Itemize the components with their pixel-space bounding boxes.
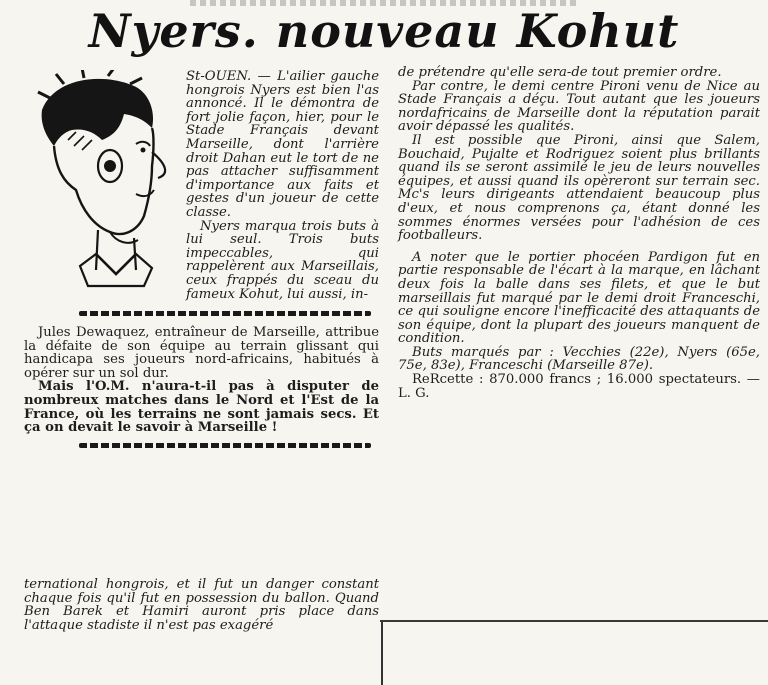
- box-paragraph-2: Mais l'O.M. n'aura-t-il pas à disputer de nombreux matches dans le Nord et l'Est de la France, où les terrains ne sont jamais secs. Et ça on devait le savoir à Marseille !: [24, 379, 379, 436]
- left-column-continuation: [24, 578, 379, 632]
- column-separator: [381, 620, 383, 685]
- continued-paragraph: ternational hongrois, et il fut un danger constant chaque fois qu'il fut en possession du ballon. Quand Ben Barek et Hamiri auront pris place dans l'attaque stadiste il n'est pas exagéré: [24, 577, 379, 633]
- right-column: [398, 66, 760, 400]
- col2-paragraph-5: Buts marqués par : Vecchies (22e), Nyers (65e, 75e, 83e), Franceschi (Marseille 87e).: [398, 344, 760, 374]
- col2-paragraph-2: Par contre, le demi centre Pironi venu de Nice au Stade Français a déçu. Tout autant que les joueurs nordafricains de Marseille dont la réputation parait avoir dépassé les qualités.: [398, 78, 760, 135]
- intro-paragraph-2: Nyers marqua trois buts à lui seul. Trois buts impeccables, qui rappelèrent aux Marseillais, ceux frappés du sceau du fameux Kohut, lui aussi, in-: [186, 218, 379, 302]
- col2-paragraph-1: de prétendre qu'elle sera-de tout premier ordre.: [398, 65, 722, 80]
- player-caricature: [24, 70, 184, 288]
- dewaquez-box: [24, 326, 379, 435]
- intro-paragraph-1: St-OUEN. — L'ailier gauche hongrois Nyers est bien l'as annoncé. Il le démontra de fort jolie façon, hier, pour le Stade Français devant Marseille, dont l'arrière droit Dahan eut le tort de ne pas attacher suffisamment d'importance aux faits et gestes d'un joueur de cette classe.: [186, 69, 379, 220]
- left-column: [24, 70, 379, 458]
- col2-paragraph-3: Il est possible que Pironi, ainsi que Salem, Bouchaid, Pujalte et Rodriguez soient plus brillants quand ils se seront assimilé le jeu de leurs nouvelles équipes, et aussi quand ils opèreront sur terrain sec. Mc's leurs dirigeants attendaient beaucoup plus d'eux, et nous comprenons ça, étant donné les sommes énormes versées pour l'adhésion de ces footballeurs.: [398, 132, 760, 244]
- dashed-divider-top: [79, 311, 371, 316]
- col2-paragraph-4: A noter que le portier phocéen Pardigon fut en partie responsable de l'écart à la marque, en lâchant deux fois la balle dans ses filets, et que le but marseillais fut marqué par le demi droit Franceschi, ce qui souligne encore l'inefficacité des attaquants de son équipe, dont la plupart des joueurs manquent de condition.: [398, 249, 760, 347]
- col2-paragraph-6: ReRcette : 870.000 francs ; 16.000 spectateurs. — L. G.: [398, 372, 760, 401]
- closing-rule: [380, 620, 768, 622]
- article-headline: Nyers. nouveau Kohut: [88, 4, 680, 58]
- dashed-divider-bottom: [79, 443, 371, 448]
- caricature-drawing: [24, 70, 184, 288]
- box-paragraph-1: Jules Dewaquez, entraîneur de Marseille, attribue la défaite de son équipe au terrain glissant qui handicapa ses joueurs nord-africains, habitués à opérer sur un sol dur.: [24, 325, 379, 381]
